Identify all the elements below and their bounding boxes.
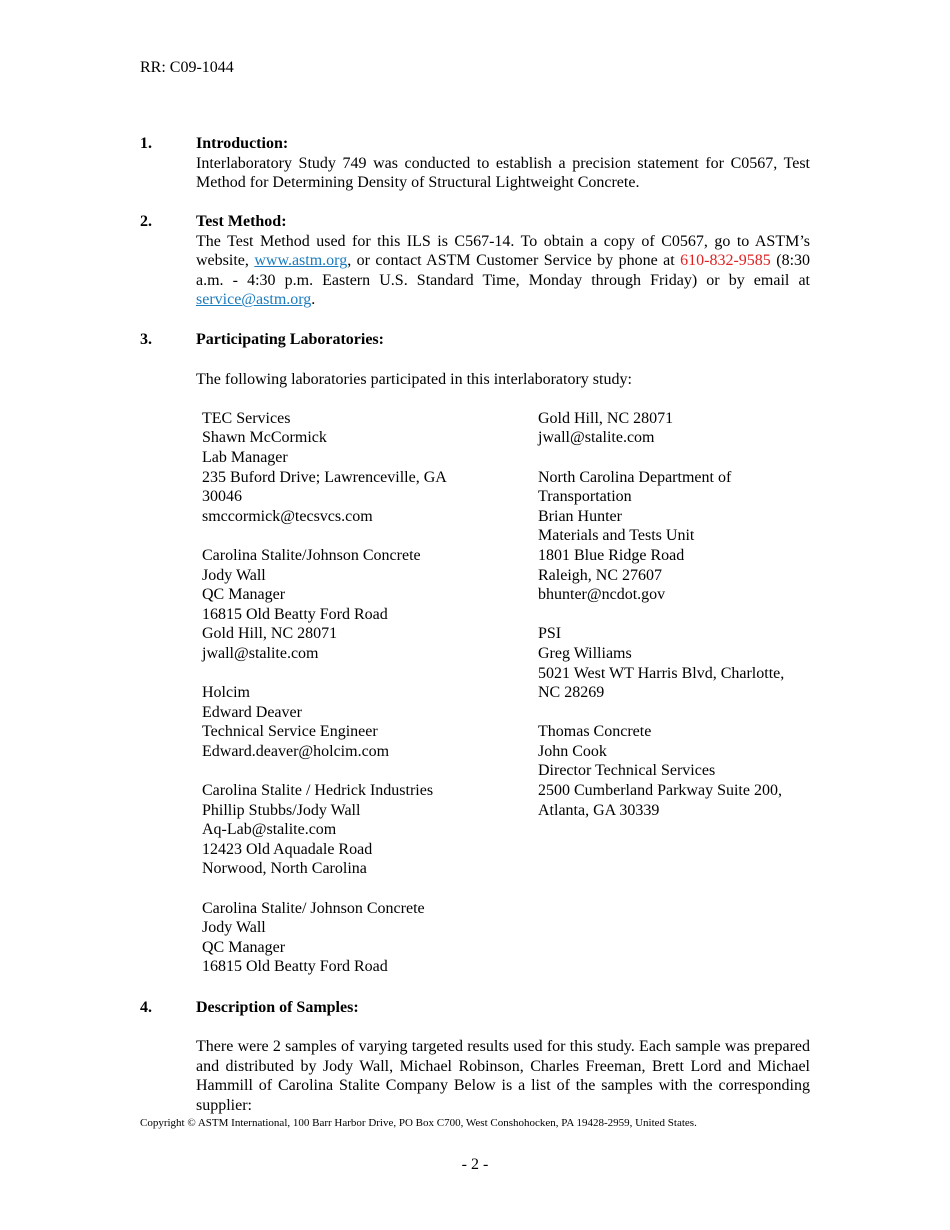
lab-line: jwall@stalite.com xyxy=(202,644,319,662)
customer-service-phone: 610-832-9585 xyxy=(680,252,771,270)
lab-line: Gold Hill, NC 28071 xyxy=(202,625,338,643)
lab-line: PSI xyxy=(538,625,562,643)
lab-line: Norwood, North Carolina xyxy=(202,860,367,878)
section-3-number: 3. xyxy=(140,331,152,348)
lab-line: 2500 Cumberland Parkway Suite 200, xyxy=(538,782,782,800)
lab-line: Shawn McCormick xyxy=(202,429,327,447)
lab-line: Holcim xyxy=(202,684,250,702)
section-1-text: Interlaboratory Study 749 was conducted to establish a precision statement for C0567, Test Method for Determining Density of Structural Lightweight Concrete. xyxy=(196,154,810,192)
lab-entry xyxy=(538,468,838,605)
report-code: RR: C09-1044 xyxy=(140,59,234,76)
section-2-number: 2. xyxy=(140,213,152,230)
lab-line: Aq-Lab@stalite.com xyxy=(202,821,337,839)
lab-line: Carolina Stalite / Hedrick Industries xyxy=(202,782,434,800)
lab-line: Materials and Tests Unit xyxy=(538,527,695,545)
lab-line: 235 Buford Drive; Lawrenceville, GA xyxy=(202,468,447,486)
lab-line: QC Manager xyxy=(202,586,286,604)
lab-entry xyxy=(202,899,502,977)
lab-line: Director Technical Services xyxy=(538,762,716,780)
lab-line: Thomas Concrete xyxy=(538,723,652,741)
lab-line: 16815 Old Beatty Ford Road xyxy=(202,605,388,623)
lab-line: Edward.deaver@holcim.com xyxy=(202,742,390,760)
lab-line: jwall@stalite.com xyxy=(538,429,655,447)
section-3-title: Participating Laboratories: xyxy=(196,331,384,348)
lab-line: Greg Williams xyxy=(538,644,632,662)
lab-line: Transportation xyxy=(538,488,632,506)
lab-line: Carolina Stalite/Johnson Concrete xyxy=(202,546,421,564)
lab-entry xyxy=(202,781,502,879)
lab-line: bhunter@ncdot.gov xyxy=(538,586,666,604)
lab-line: Raleigh, NC 27607 xyxy=(538,566,662,584)
section-4-number: 4. xyxy=(140,999,152,1016)
lab-entry xyxy=(202,546,502,664)
labs-left-column xyxy=(202,409,502,997)
page-number: - 2 - xyxy=(461,1156,489,1173)
lab-line: 1801 Blue Ridge Road xyxy=(538,546,685,564)
lab-line: John Cook xyxy=(538,742,607,760)
section-2-title: Test Method: xyxy=(196,213,287,230)
lab-line: Phillip Stubbs/Jody Wall xyxy=(202,801,361,819)
lab-line: 16815 Old Beatty Ford Road xyxy=(202,958,388,976)
labs-intro-text: The following laboratories participated in this interlaboratory study: xyxy=(196,370,632,388)
section-1-number: 1. xyxy=(140,135,152,152)
lab-entry xyxy=(538,409,838,448)
lab-line: Gold Hill, NC 28071 xyxy=(538,409,674,427)
lab-entry xyxy=(538,624,838,702)
section-4-text: There were 2 samples of varying targeted results used for this study. Each sample was prepared and distributed by Jody Wall, Michael Robinson, Charles Freeman, Brett Lord and Michael Hammill of Carolina Stalite Company Below is a list of the samples with the corresponding supplier: xyxy=(196,1038,810,1114)
lab-line: Atlanta, GA 30339 xyxy=(538,801,660,819)
lab-line: Technical Service Engineer xyxy=(202,723,378,741)
lab-line: 5021 West WT Harris Blvd, Charlotte, xyxy=(538,664,785,682)
section-4-title: Description of Samples: xyxy=(196,999,359,1016)
astm-website-link[interactable]: www.astm.org xyxy=(254,252,348,270)
lab-line: Edward Deaver xyxy=(202,703,302,721)
lab-line: 30046 xyxy=(202,488,242,506)
lab-line: Lab Manager xyxy=(202,448,288,466)
lab-line: North Carolina Department of xyxy=(538,468,732,486)
lab-entry xyxy=(202,683,502,761)
section-1-title: Introduction: xyxy=(196,135,289,152)
lab-line: Brian Hunter xyxy=(538,507,622,525)
labs-right-column xyxy=(538,409,838,840)
lab-line: smccormick@tecsvcs.com xyxy=(202,507,373,525)
lab-entry xyxy=(202,409,502,527)
section-2-text: The Test Method used for this ILS is C567-14. To obtain a copy of C0567, go to ASTM’s website, www.astm.org, or contact ASTM Customer Service by phone at 610-832-9585 (8:30 a.m. - 4:30 p.m. Eastern U.S. Standard Time, Monday through Friday) or by email at service@astm.org. xyxy=(196,232,811,309)
lab-line: NC 28269 xyxy=(538,684,605,702)
lab-line: Jody Wall xyxy=(202,919,266,937)
service-email-link[interactable]: service@astm.org xyxy=(196,291,312,309)
lab-line: QC Manager xyxy=(202,938,286,956)
copyright-notice: Copyright © ASTM International, 100 Barr Harbor Drive, PO Box C700, West Conshohocken, PA 19428-2959, United States. xyxy=(140,1117,697,1129)
lab-line: Jody Wall xyxy=(202,566,266,584)
lab-line: 12423 Old Aquadale Road xyxy=(202,840,373,858)
lab-entry xyxy=(538,722,838,820)
lab-line: Carolina Stalite/ Johnson Concrete xyxy=(202,899,425,917)
lab-line: TEC Services xyxy=(202,409,291,427)
